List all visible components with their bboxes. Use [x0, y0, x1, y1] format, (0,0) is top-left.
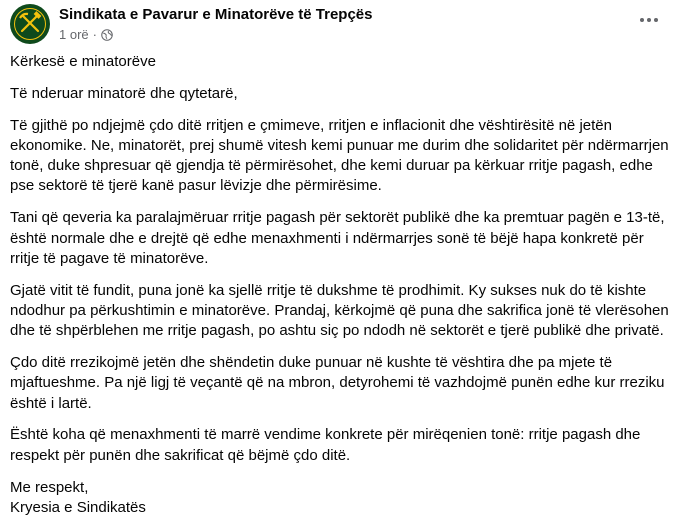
- post-paragraph: Është koha që menaxhmenti të marrë vendime konkrete për mirëqenien tonë: rritje pagash dhe respekt për punën dhe sakrificat që bëjmë çdo ditë.: [10, 426, 641, 464]
- page-name-link[interactable]: Sindikata e Pavarur e Minatorëve të Trepçës: [59, 6, 373, 23]
- post-header: [0, 0, 679, 48]
- post-paragraph: Çdo ditë rrezikojmë jetën dhe shëndetin duke punuar në kushte të vështira dhe pa mjete të mjaftueshme. Pa një ligj të veçantë që na mbron, detyrohemi të vazhdojmë punën edhe kur rreziku është i lartë.: [10, 354, 665, 412]
- post-timestamp[interactable]: 1 orë: [59, 27, 89, 42]
- post-body: [10, 52, 672, 518]
- page-avatar[interactable]: [10, 4, 50, 44]
- post-paragraph: Tani që qeveria ka paralajmëruar rritje pagash për sektorët publikë dhe ka premtuar pagën e 13-të, është normale dhe e drejtë që edhe menaxhmenti i ndërmarrjes sonë të bëjë hapa konkretë për rritje të pagave të minatorëve.: [10, 209, 665, 267]
- union-logo-icon: [10, 4, 50, 44]
- post-signature: Kryesia e Sindikatës: [10, 498, 146, 516]
- post-greeting: Të nderuar minatorë dhe qytetarë,: [10, 84, 238, 102]
- post-signoff: Me respekt,: [10, 478, 89, 496]
- post-paragraph: Gjatë vitit të fundit, puna jonë ka sjellë rritje të dukshme të prodhimit. Ky sukses nuk do të kishte ndodhur pa përkushtimin e minatorëve. Prandaj, kërkojmë që puna dhe sakrifica jonë të vlerësohen dhe të shpërblehen me rritje pagash, po ashtu siç po ndodh në sektorët e tjerë publikë dhe privatë.: [10, 281, 669, 340]
- globe-icon: [101, 29, 113, 41]
- more-options-button[interactable]: [636, 10, 662, 30]
- more-horizontal-icon: [639, 17, 659, 23]
- post-paragraph: Të gjithë po ndjejmë çdo ditë rritjen e çmimeve, rritjen e inflacionit dhe vështirësitë në jetën ekonomike. Ne, minatorët, prej shumë vitesh kemi punuar me durim dhe solidaritet për ndërmarrjen tonë, duke shpresuar që gjendja të përmirësohet, dhe kemi duruar pa kërkuar rritje pagash, edhe pse sektorë të tjerë kanë pasur lëvizje dhe përmirësime.: [10, 116, 669, 195]
- post-title: Kërkesë e minatorëve: [10, 53, 156, 70]
- post-meta: [59, 27, 113, 42]
- meta-separator: ·: [92, 27, 97, 42]
